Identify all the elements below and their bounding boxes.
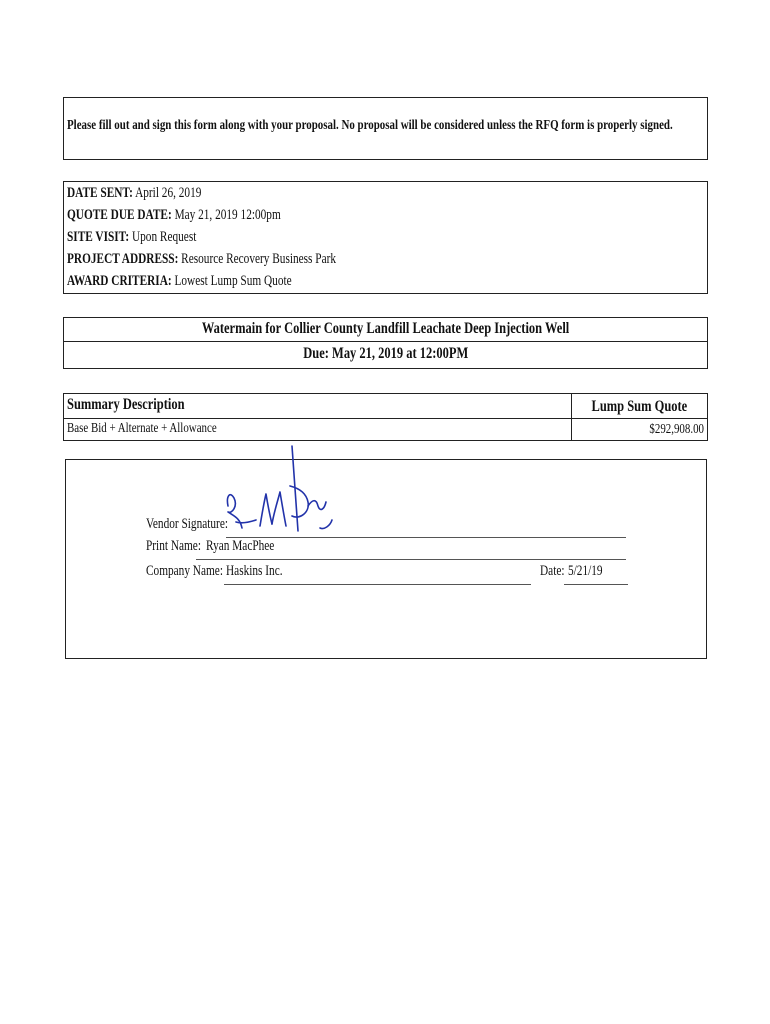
- vendor-signature-label: Vendor Signature:: [146, 516, 228, 532]
- award-criteria-label: AWARD CRITERIA:: [67, 273, 172, 289]
- signature-box: [65, 459, 707, 659]
- print-name-label: Print Name:: [146, 538, 201, 554]
- summary-header-description-cell: [67, 396, 218, 414]
- company-name-value-wrap: [226, 563, 299, 580]
- title-divider: [64, 341, 707, 342]
- project-due: Due: May 21, 2019 at 12:00PM: [303, 345, 468, 362]
- summary-row-divider: [64, 418, 707, 419]
- company-name-line[interactable]: [224, 584, 531, 585]
- quote-due-value: May 21, 2019 12:00pm: [174, 207, 281, 223]
- project-title: Watermain for Collier County Landfill Leachate Deep Injection Well: [201, 320, 570, 337]
- summary-header-quote-cell: [571, 398, 707, 416]
- date-value-wrap: [568, 563, 612, 580]
- date-sent-label: DATE SENT:: [67, 185, 133, 201]
- project-address-value: Resource Recovery Business Park: [181, 251, 337, 267]
- print-name-value: Ryan MacPhee: [206, 538, 275, 554]
- company-name-value: Haskins Inc.: [226, 563, 283, 579]
- site-visit-value: Upon Request: [131, 229, 197, 245]
- summary-table: [63, 393, 708, 441]
- project-title-box: [63, 317, 708, 369]
- summary-row-description: Base Bid + Alternate + Allowance: [67, 421, 217, 436]
- site-visit-label: SITE VISIT:: [67, 229, 130, 245]
- date-sent-line: [67, 185, 239, 202]
- summary-row-quote: $292,908.00: [649, 422, 704, 437]
- project-due-row: [64, 345, 707, 363]
- instructions-box: [63, 97, 708, 160]
- rfq-info-box: [63, 181, 708, 294]
- project-address-line: [67, 251, 412, 268]
- date-value: 5/21/19: [568, 563, 603, 579]
- handwritten-signature: [220, 436, 340, 546]
- project-address-label: PROJECT ADDRESS:: [67, 251, 179, 267]
- summary-row-quote-cell: [634, 422, 704, 438]
- instructions-text: Please fill out and sign this form along with your proposal. No proposal will be considered unless the RFQ form is properly signed.: [67, 118, 673, 133]
- award-criteria-line: [67, 273, 355, 290]
- date-line[interactable]: [564, 584, 628, 585]
- summary-header-description: Summary Description: [67, 396, 185, 413]
- summary-row-description-cell: [67, 421, 259, 437]
- summary-header-quote: Lump Sum Quote: [591, 398, 687, 415]
- award-criteria-value: Lowest Lump Sum Quote: [174, 273, 292, 289]
- project-title-row: [64, 320, 707, 338]
- company-name-label: Company Name:: [146, 563, 223, 579]
- quote-due-label: QUOTE DUE DATE:: [67, 207, 172, 223]
- print-name-line[interactable]: [196, 559, 626, 560]
- date-label-wrap: [540, 563, 571, 580]
- date-sent-value: April 26, 2019: [135, 185, 202, 201]
- quote-due-line: [67, 207, 341, 224]
- site-visit-line: [67, 229, 233, 246]
- date-label: Date:: [540, 563, 565, 579]
